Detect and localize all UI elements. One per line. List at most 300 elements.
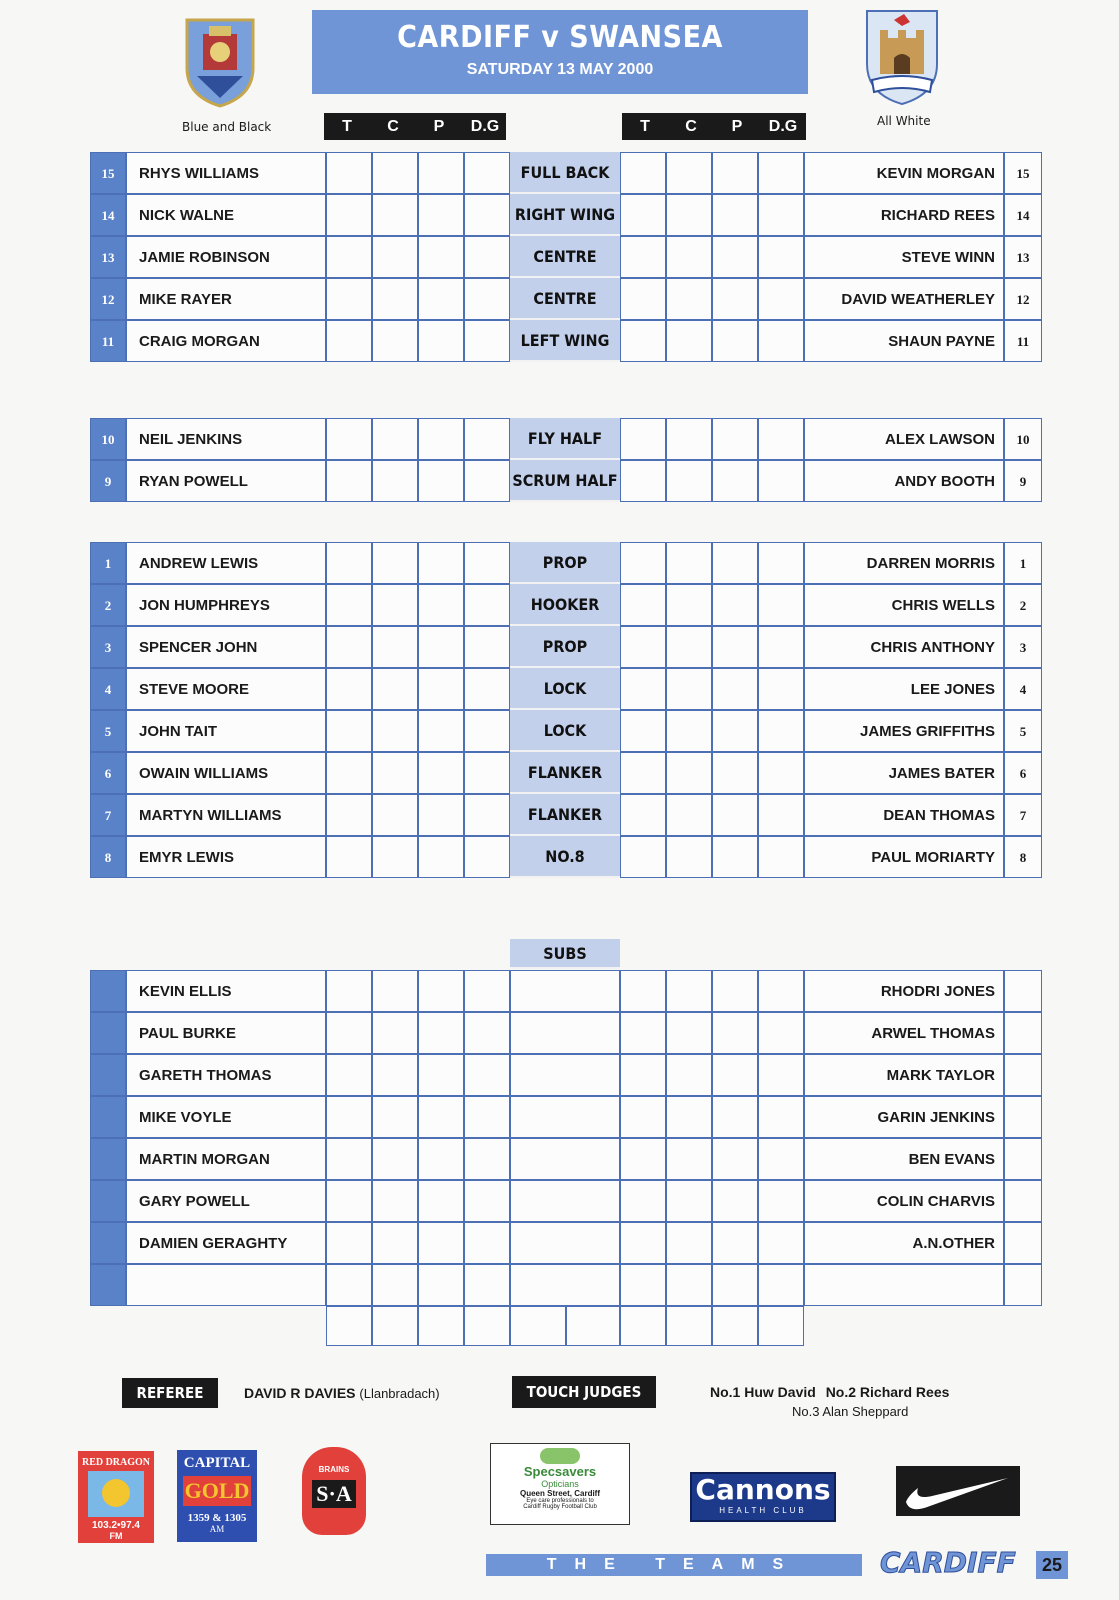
home-player-name: OWAIN WILLIAMS [126,752,326,794]
away-player-name: ALEX LAWSON [804,418,1004,460]
away-score-cell [758,320,804,362]
away-score-cell [666,1012,712,1054]
home-score-cell [464,1264,510,1306]
home-player-name: NEIL JENKINS [126,418,326,460]
away-player-name: RHODRI JONES [804,970,1004,1012]
away-player-name: BEN EVANS [804,1138,1004,1180]
away-number: 4 [1004,668,1042,710]
away-score-cell [712,584,758,626]
home-score-cell [372,152,418,194]
away-score-cell [758,1264,804,1306]
home-score-cell [464,584,510,626]
home-score-cell [464,1222,510,1264]
away-score-cell [620,418,666,460]
away-score-cell [712,970,758,1012]
away-score-cell [712,1012,758,1054]
away-score-cell [712,626,758,668]
away-score-cell [620,1180,666,1222]
section-footer: THE TEAMS [486,1554,862,1576]
away-score-cell [758,236,804,278]
away-total-cell [758,1306,804,1346]
position-label: CENTRE [510,278,620,320]
away-player-name [804,1264,1004,1306]
home-number: 2 [90,584,126,626]
home-score-cell [464,752,510,794]
home-number [90,1096,126,1138]
away-score-cell [758,194,804,236]
home-number: 15 [90,152,126,194]
home-score-cell [372,970,418,1012]
home-player-name: JON HUMPHREYS [126,584,326,626]
home-player-name: JAMIE ROBINSON [126,236,326,278]
home-score-cell [326,1264,372,1306]
home-score-cell [372,418,418,460]
position-label: FLY HALF [510,418,620,460]
away-number: 9 [1004,460,1042,502]
position-label: PROP [510,542,620,584]
away-score-cell [666,1054,712,1096]
home-score-cell [464,1012,510,1054]
home-score-cell [372,710,418,752]
away-score-cell [758,626,804,668]
home-score-cell [464,418,510,460]
home-number: 5 [90,710,126,752]
home-score-cell [372,1264,418,1306]
home-score-cell [464,794,510,836]
home-score-cell [326,584,372,626]
away-number: 7 [1004,794,1042,836]
away-number [1004,1180,1042,1222]
home-score-cell [326,1180,372,1222]
nike-swoosh-icon [896,1466,1020,1516]
brains-sa-logo [302,1447,366,1535]
away-score-cell [712,542,758,584]
away-score-cell [620,794,666,836]
away-score-cell [758,1054,804,1096]
capital-gold: GOLD [183,1476,251,1506]
home-score-cell [418,1222,464,1264]
home-score-cell [418,542,464,584]
home-score-cell [326,1222,372,1264]
home-score-cell [464,836,510,878]
away-score-cell [712,1180,758,1222]
red-dragon-fm: FM [109,1531,123,1541]
home-score-cell [326,152,372,194]
away-player-name: RICHARD REES [804,194,1004,236]
position-label: HOOKER [510,584,620,626]
away-score-cell [666,278,712,320]
home-score-cell [372,542,418,584]
away-score-cell [620,1138,666,1180]
away-player-name: A.N.OTHER [804,1222,1004,1264]
home-score-cell [326,794,372,836]
home-player-name: EMYR LEWIS [126,836,326,878]
home-score-cell [418,794,464,836]
home-number [90,1054,126,1096]
away-score-cell [620,836,666,878]
away-player-name: DEAN THOMAS [804,794,1004,836]
cardiff-crest-icon [183,16,257,108]
away-player-name: LEE JONES [804,668,1004,710]
home-score-cell [464,1180,510,1222]
home-number [90,1264,126,1306]
referee-label: REFEREE [122,1378,218,1408]
brains-name: BRAINS [318,1465,350,1474]
referee-club: (Llanbradach) [359,1386,440,1401]
home-score-cell [464,460,510,502]
home-score-cell [464,278,510,320]
middle-total-cell-left [510,1306,566,1346]
home-player-name: CRAIG MORGAN [126,320,326,362]
away-total-cell [666,1306,712,1346]
home-score-cell [464,626,510,668]
specsavers-logo [490,1443,630,1525]
away-number: 10 [1004,418,1042,460]
home-player-name: RHYS WILLIAMS [126,152,326,194]
away-score-cell [758,584,804,626]
away-score-cell [712,752,758,794]
home-score-cell [418,194,464,236]
home-score-cell [372,1054,418,1096]
home-score-cell [326,710,372,752]
away-player-name: CHRIS WELLS [804,584,1004,626]
position-label: LOCK [510,668,620,710]
away-score-cell [758,1012,804,1054]
away-score-cell [620,1096,666,1138]
away-number: 3 [1004,626,1042,668]
away-number [1004,1054,1042,1096]
home-score-cell [418,970,464,1012]
home-number [90,970,126,1012]
away-number: 15 [1004,152,1042,194]
away-score-cell [620,668,666,710]
away-score-cell [712,152,758,194]
away-player-name: MARK TAYLOR [804,1054,1004,1096]
away-number: 5 [1004,710,1042,752]
away-player-name: STEVE WINN [804,236,1004,278]
away-score-cell [712,836,758,878]
match-title: CARDIFF v SWANSEA [397,20,723,55]
away-score-cell [712,460,758,502]
home-player-name: GARETH THOMAS [126,1054,326,1096]
home-player-name: DAMIEN GERAGHTY [126,1222,326,1264]
away-score-cell [666,668,712,710]
home-number: 1 [90,542,126,584]
home-score-cell [464,970,510,1012]
red-dragon-logo [78,1451,154,1543]
away-score-cell [712,1054,758,1096]
away-player-name: COLIN CHARVIS [804,1180,1004,1222]
away-number [1004,1012,1042,1054]
specsavers-sub: Opticians [541,1479,579,1489]
away-total-cell [712,1306,758,1346]
home-score-cell [326,668,372,710]
home-score-cell [418,152,464,194]
home-col-p: P [433,118,445,135]
position-label: LOCK [510,710,620,752]
home-number: 10 [90,418,126,460]
home-score-cell [372,794,418,836]
home-score-cell [372,1096,418,1138]
away-player-name: GARIN JENKINS [804,1096,1004,1138]
home-score-cell [372,236,418,278]
away-score-cell [620,584,666,626]
away-score-cell [712,794,758,836]
away-score-cell [666,1138,712,1180]
home-score-cell [418,1054,464,1096]
home-player-name [126,1264,326,1306]
home-score-cell [326,542,372,584]
home-player-name: JOHN TAIT [126,710,326,752]
away-score-cell [712,1222,758,1264]
home-score-cell [372,836,418,878]
away-score-cell [758,710,804,752]
home-score-cell [326,320,372,362]
home-number [90,1012,126,1054]
away-score-cell [620,236,666,278]
away-number [1004,1096,1042,1138]
home-player-name: STEVE MOORE [126,668,326,710]
away-score-cell [620,1054,666,1096]
home-score-cell [326,418,372,460]
home-score-cell [464,1138,510,1180]
away-score-cell [620,970,666,1012]
away-number: 1 [1004,542,1042,584]
away-player-name: ARWEL THOMAS [804,1012,1004,1054]
home-number: 4 [90,668,126,710]
specsavers-address: Queen Street, Cardiff [519,1489,600,1498]
home-player-name: MARTIN MORGAN [126,1138,326,1180]
away-score-cell [758,278,804,320]
away-score-cell [758,460,804,502]
home-player-name: PAUL BURKE [126,1012,326,1054]
home-number: 7 [90,794,126,836]
away-score-cell [666,710,712,752]
away-score-cell [758,152,804,194]
away-score-cell [666,1096,712,1138]
position-label: FLANKER [510,794,620,836]
away-score-cell [666,1222,712,1264]
sub-middle-cell [510,1138,620,1180]
home-score-cell [464,194,510,236]
home-score-cell [372,194,418,236]
capital-name: CAPITAL [183,1455,251,1471]
capital-gold-logo [177,1450,257,1542]
home-score-cell [326,194,372,236]
away-score-cell [620,460,666,502]
home-number: 12 [90,278,126,320]
away-score-cell [666,626,712,668]
home-score-cell [326,626,372,668]
away-player-name: PAUL MORIARTY [804,836,1004,878]
capital-am: AM [209,1524,225,1534]
home-score-cell [326,752,372,794]
away-score-cell [666,236,712,278]
cannons-sub: HEALTH CLUB [719,1506,807,1515]
home-number: 8 [90,836,126,878]
away-score-cell [712,668,758,710]
red-dragon-freq: 103.2•97.4 [92,1520,140,1531]
position-label: LEFT WING [510,320,620,362]
home-col-dg: D.G [470,118,500,135]
away-score-cell [620,278,666,320]
home-total-cell [418,1306,464,1346]
away-player-name: CHRIS ANTHONY [804,626,1004,668]
position-label: CENTRE [510,236,620,278]
specsavers-small-1: Eye care professionals to [526,1498,594,1504]
away-number: 12 [1004,278,1042,320]
match-date: SATURDAY 13 MAY 2000 [466,61,654,78]
sub-middle-cell [510,1012,620,1054]
brains-sa: S·A [312,1480,356,1508]
away-player-name: ANDY BOOTH [804,460,1004,502]
home-number: 3 [90,626,126,668]
away-col-p: P [731,118,743,135]
away-score-cell [620,1012,666,1054]
home-score-cell [464,668,510,710]
away-score-cell [666,584,712,626]
away-player-name: SHAUN PAYNE [804,320,1004,362]
position-label: SCRUM HALF [510,460,620,502]
away-number: 14 [1004,194,1042,236]
home-colours: Blue and Black [182,120,272,134]
away-number [1004,1222,1042,1264]
home-score-cell [418,836,464,878]
middle-total-cell-right [566,1306,620,1346]
home-total-cell [464,1306,510,1346]
away-score-cell [620,710,666,752]
away-score-cell [620,542,666,584]
touch-judges-label: TOUCH JUDGES [512,1376,656,1408]
home-score-cell [326,278,372,320]
home-score-cell [326,236,372,278]
away-score-cell [666,1180,712,1222]
away-col-t: T [640,118,650,135]
home-score-cell [372,668,418,710]
away-score-cell [620,1264,666,1306]
home-score-cell [418,460,464,502]
away-score-cell [758,1096,804,1138]
home-score-cell [464,1054,510,1096]
away-number [1004,1138,1042,1180]
away-score-cell [666,794,712,836]
home-score-cell [464,320,510,362]
away-score-cell [666,152,712,194]
home-score-cell [418,584,464,626]
home-player-name: MARTYN WILLIAMS [126,794,326,836]
away-score-cell [666,320,712,362]
home-score-cell [464,542,510,584]
home-score-cell [326,1096,372,1138]
subs-label: SUBS [510,939,620,969]
away-score-cell [666,1264,712,1306]
home-player-name: MIKE RAYER [126,278,326,320]
specsavers-small-2: Cardiff Rugby Football Club [523,1504,597,1510]
home-score-cell [372,1138,418,1180]
home-score-cell [418,1012,464,1054]
specsavers-glasses-icon [540,1448,580,1464]
match-title-banner [312,10,808,94]
home-number [90,1222,126,1264]
page-number: 25 [1036,1551,1068,1579]
home-score-cell [464,710,510,752]
away-col-c: C [685,118,697,135]
sub-middle-cell [510,970,620,1012]
home-number [90,1180,126,1222]
home-score-cell [418,1138,464,1180]
away-score-cell [666,970,712,1012]
away-score-cell [712,1264,758,1306]
home-score-cell [372,320,418,362]
home-score-cell [418,668,464,710]
home-score-cell [372,460,418,502]
away-score-cell [620,752,666,794]
position-label: FULL BACK [510,152,620,194]
swansea-crest-icon [864,8,940,106]
home-player-name: SPENCER JOHN [126,626,326,668]
home-score-cell [418,626,464,668]
home-score-cell [464,236,510,278]
home-player-name: NICK WALNE [126,194,326,236]
position-label: NO.8 [510,836,620,878]
home-total-cell [326,1306,372,1346]
home-score-cell [372,626,418,668]
away-score-cell [758,970,804,1012]
referee [244,1385,440,1401]
home-score-cell [326,836,372,878]
touch-judge-2: No.2 Richard Rees [825,1384,950,1400]
away-score-cell [666,836,712,878]
away-number: 2 [1004,584,1042,626]
home-player-name: GARY POWELL [126,1180,326,1222]
specsavers-name: Specsavers [523,1464,597,1479]
touch-judge-3: No.3 Alan Sheppard [792,1404,909,1419]
away-player-name: JAMES BATER [804,752,1004,794]
home-player-name: MIKE VOYLE [126,1096,326,1138]
home-score-cell [372,752,418,794]
sun-icon [88,1471,144,1517]
home-score-cell [418,320,464,362]
home-number: 6 [90,752,126,794]
away-score-cell [712,1138,758,1180]
away-number [1004,970,1042,1012]
away-score-cell [758,542,804,584]
away-score-cell [712,320,758,362]
away-col-dg: D.G [768,118,798,135]
home-player-name: ANDREW LEWIS [126,542,326,584]
position-label: FLANKER [510,752,620,794]
home-score-cell [372,1012,418,1054]
home-score-cell [326,460,372,502]
home-score-cell [326,1012,372,1054]
home-score-cell [418,1180,464,1222]
away-score-cell [620,320,666,362]
away-number: 11 [1004,320,1042,362]
home-col-t: T [342,118,352,135]
away-score-cell [712,710,758,752]
away-score-cell [666,752,712,794]
home-score-cell [326,1054,372,1096]
away-score-cell [666,194,712,236]
cannons-name: Cannons [695,1473,831,1506]
home-score-cell [372,1222,418,1264]
away-player-name: KEVIN MORGAN [804,152,1004,194]
sub-middle-cell [510,1222,620,1264]
capital-freq: 1359 & 1305 [187,1512,247,1524]
away-score-cell [712,236,758,278]
sub-middle-cell [510,1180,620,1222]
away-score-cell [666,418,712,460]
